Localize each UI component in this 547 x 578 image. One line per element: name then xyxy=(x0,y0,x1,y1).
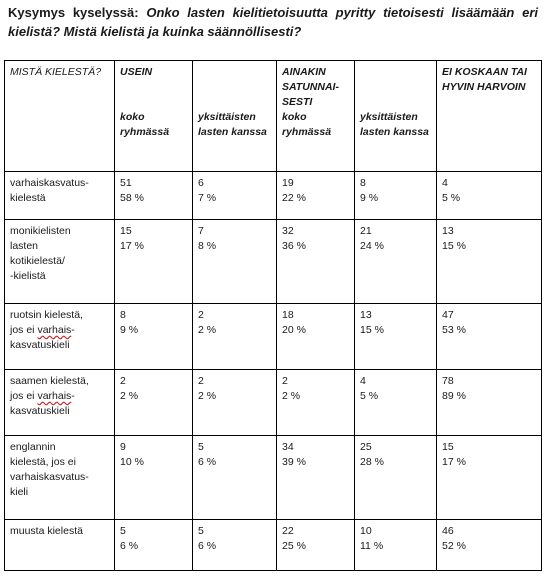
header-ainakin-yks: yksittäisten lasten kanssa xyxy=(355,61,437,172)
header-ainakin-koko: AINAKIN SATUNNAI-SESTI koko ryhmässä xyxy=(277,61,355,172)
value-cell: 18 20 % xyxy=(277,304,355,370)
table-row xyxy=(5,520,542,571)
header-language: MISTÄ KIELESTÄ? xyxy=(5,61,115,172)
value-cell: 21 24 % xyxy=(355,220,437,304)
value-cell: 4 5 % xyxy=(437,172,542,220)
value-cell: 5 6 % xyxy=(193,520,277,571)
value-cell: 5 6 % xyxy=(115,520,193,571)
spellcheck-underline: varhais xyxy=(37,324,72,336)
question-heading xyxy=(8,3,538,41)
table-row xyxy=(5,304,542,370)
header-ei-koskaan: EI KOSKAAN TAI HYVIN HARVOIN xyxy=(437,61,542,172)
survey-results-table xyxy=(4,60,542,571)
table-row xyxy=(5,436,542,520)
value-cell: 78 89 % xyxy=(437,370,542,436)
value-cell: 47 53 % xyxy=(437,304,542,370)
table-row xyxy=(5,172,542,220)
value-cell: 4 5 % xyxy=(355,370,437,436)
row-label: englannin kielestä, jos ei varhaiskasvatus- kieli xyxy=(5,436,115,520)
spellcheck-underline: varhais xyxy=(37,390,72,402)
header-usein-koko: USEIN koko ryhmässä xyxy=(115,61,193,172)
value-cell: 9 10 % xyxy=(115,436,193,520)
value-cell: 2 2 % xyxy=(193,304,277,370)
value-cell: 2 2 % xyxy=(277,370,355,436)
value-cell: 6 7 % xyxy=(193,172,277,220)
table-row xyxy=(5,220,542,304)
value-cell: 46 52 % xyxy=(437,520,542,571)
value-cell: 51 58 % xyxy=(115,172,193,220)
value-cell: 13 15 % xyxy=(437,220,542,304)
value-cell: 13 15 % xyxy=(355,304,437,370)
row-label: varhaiskasvatus- kielestä xyxy=(5,172,115,220)
table-header-row xyxy=(5,61,542,172)
value-cell: 22 25 % xyxy=(277,520,355,571)
question-prefix: Kysymys kyselyssä: xyxy=(8,5,147,20)
value-cell: 15 17 % xyxy=(115,220,193,304)
value-cell: 34 39 % xyxy=(277,436,355,520)
value-cell: 25 28 % xyxy=(355,436,437,520)
value-cell: 8 9 % xyxy=(115,304,193,370)
value-cell: 32 36 % xyxy=(277,220,355,304)
value-cell: 15 17 % xyxy=(437,436,542,520)
header-usein-yks: yksittäisten lasten kanssa xyxy=(193,61,277,172)
value-cell: 10 11 % xyxy=(355,520,437,571)
row-label: ruotsin kielestä, jos ei varhais- kasvatuskieli xyxy=(5,304,115,370)
value-cell: 7 8 % xyxy=(193,220,277,304)
value-cell: 2 2 % xyxy=(193,370,277,436)
table-row xyxy=(5,370,542,436)
value-cell: 2 2 % xyxy=(115,370,193,436)
row-label: muusta kielestä xyxy=(5,520,115,571)
value-cell: 19 22 % xyxy=(277,172,355,220)
question-text: Onko lasten kielitietoisuutta pyritty tietoisesti lisäämään eri kielistä? Mistä kielistä ja kuinka säännöllisesti? xyxy=(8,5,538,39)
row-label: monikielisten lasten kotikielestä/ -kielistä xyxy=(5,220,115,304)
value-cell: 8 9 % xyxy=(355,172,437,220)
value-cell: 5 6 % xyxy=(193,436,277,520)
row-label: saamen kielestä, jos ei varhais- kasvatuskieli xyxy=(5,370,115,436)
